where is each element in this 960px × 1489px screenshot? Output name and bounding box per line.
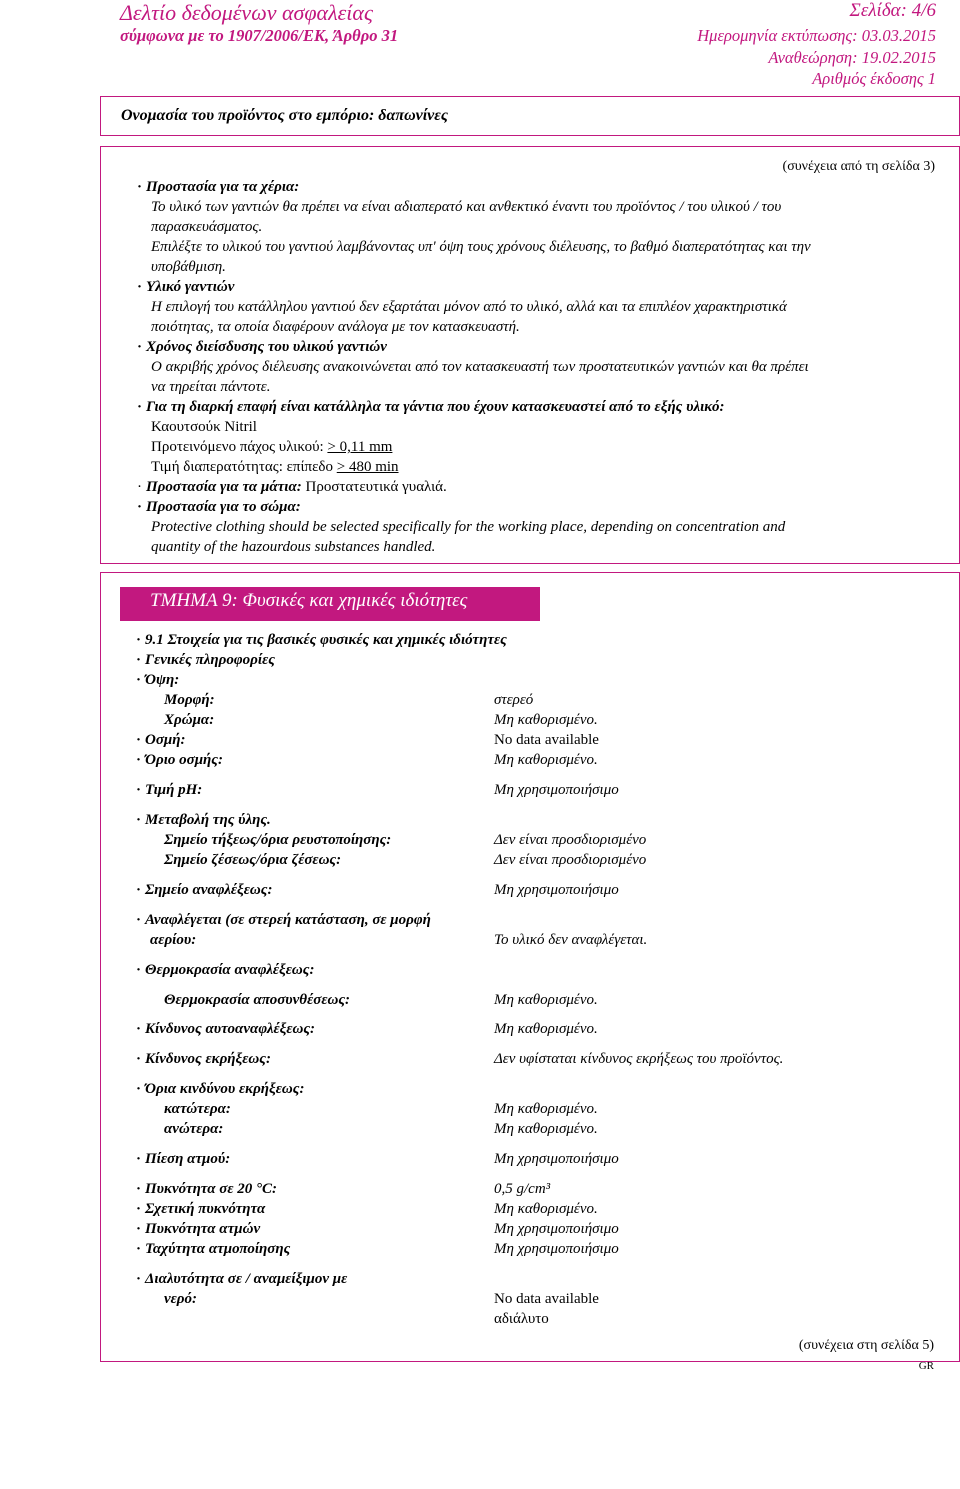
color-label: Χρώμα: bbox=[164, 712, 215, 728]
document-title: Δελτίο δεδομένων ασφαλείας bbox=[120, 0, 373, 25]
relative-density-value: Μη καθορισμένο. bbox=[494, 1201, 598, 1217]
self-ignition-value: Μη καθορισμένο. bbox=[494, 1021, 598, 1037]
hand-text-2: παρασκευάσματος. bbox=[151, 219, 263, 235]
melting-point-value: Δεν είναι προσδιορισμένο bbox=[494, 832, 647, 848]
glove-material-label: · Υλικό γαντιών bbox=[137, 279, 235, 295]
explosion-limits-label: · Όρια κινδύνου εκρήξεως: bbox=[136, 1081, 305, 1097]
boiling-point-label: Σημείο ζέσεως/όρια ζέσεως: bbox=[164, 852, 342, 868]
glove-material-name: Καουτσούκ Nitril bbox=[151, 419, 257, 435]
self-ignition-label: · Κίνδυνος αυτοαναφλέξεως: bbox=[136, 1021, 316, 1037]
relative-density-label: · Σχετική πυκνότητα bbox=[136, 1201, 266, 1217]
revision-date: Αναθεώρηση: 19.02.2015 bbox=[768, 48, 936, 67]
continued-from: (συνέχεια από τη σελίδα 3) bbox=[782, 159, 935, 174]
odour-label: · Οσμή: bbox=[136, 732, 186, 748]
boiling-point-value: Δεν είναι προσδιορισμένο bbox=[494, 852, 647, 868]
odour-threshold-value: Μη καθορισμένο. bbox=[494, 752, 598, 768]
page-number: Σελίδα: 4/6 bbox=[849, 0, 936, 21]
density-value: 0,5 g/cm³ bbox=[494, 1181, 551, 1197]
vapour-pressure-value: Μη χρησιμοποιήσιμο bbox=[494, 1151, 619, 1167]
appearance-label: · Όψη: bbox=[136, 672, 180, 688]
hand-text-4: υποβάθμιση. bbox=[151, 259, 226, 275]
lower-limit-value: Μη καθορισμένο. bbox=[494, 1101, 598, 1117]
body-text-2: quantity of the hazourdous substances handled. bbox=[151, 539, 436, 555]
melting-point-label: Σημείο τήξεως/όρια ρευστοποίησης: bbox=[164, 832, 392, 848]
print-date: Ημερομηνία εκτύπωσης: 03.03.2015 bbox=[697, 26, 936, 45]
ph-value: Μη χρησιμοποιήσιμο bbox=[494, 782, 619, 798]
decomposition-temperature-value: Μη καθορισμένο. bbox=[494, 992, 598, 1008]
flammability-label-2: αερίου: bbox=[150, 932, 197, 948]
solubility-value: No data available bbox=[494, 1291, 599, 1307]
body-text-1: Protective clothing should be selected specifically for the working place, depending on concentration and bbox=[151, 519, 786, 535]
hand-protection-label: · Προστασία για τα χέρια: bbox=[137, 179, 300, 195]
section-9-title: ΤΜΗΜΑ 9: Φυσικές και χημικές ιδιότητες bbox=[150, 590, 468, 611]
flammability-value: Το υλικό δεν αναφλέγεται. bbox=[494, 932, 648, 948]
long-contact-label: · Για τη διαρκή επαφή είναι κατάλληλα τα γάντια που έχουν κατασκευαστεί από το εξής υλικό: bbox=[137, 399, 725, 415]
glove-material-text-2: ποιότητας, τα οποία διαφέρουν ανάλογα με τον κατασκευαστή. bbox=[151, 319, 520, 335]
product-name: Ονομασία του προϊόντος στο εμπόριο: δαπωνίνες bbox=[121, 107, 448, 124]
upper-limit-value: Μη καθορισμένο. bbox=[494, 1121, 598, 1137]
hand-text-3: Επιλέξτε το υλικού του γαντιού λαμβάνοντας υπ' όψη τους χρόνους διέλευσης, το βαθμό διαπερατότητας και την bbox=[151, 239, 811, 255]
form-value: στερεό bbox=[494, 692, 534, 708]
explosion-hazard-value: Δεν υφίσταται κίνδυνος εκρήξεως του προϊόντος. bbox=[494, 1051, 784, 1067]
glove-material-text-1: Η επιλογή του κατάλληλου γαντιού δεν εξαρτάται μόνον από το υλικό, αλλά και τα επιπλέον χαρακτηριστικά bbox=[151, 299, 787, 315]
vapour-pressure-label: · Πίεση ατμού: bbox=[136, 1151, 231, 1167]
version-number: Αριθμός έκδοσης 1 bbox=[812, 69, 936, 88]
penetration-time-label: · Χρόνος διείσδυσης του υλικού γαντιών bbox=[137, 339, 387, 355]
penetration-text-2: να τηρείται πάντοτε. bbox=[151, 379, 271, 395]
decomposition-temperature-label: Θερμοκρασία αποσυνθέσεως: bbox=[164, 992, 351, 1008]
upper-limit-label: ανώτερα: bbox=[164, 1121, 224, 1137]
section-8-box bbox=[100, 146, 960, 564]
density-label: · Πυκνότητα σε 20 °C: bbox=[136, 1181, 278, 1197]
eye-protection-row: · Προστασία για τα μάτια: Προστατευτικά γυαλιά. bbox=[137, 479, 447, 495]
flash-point-value: Μη χρησιμοποιήσιμο bbox=[494, 882, 619, 898]
penetration-text-1: Ο ακριβής χρόνος διέλευσης ανακοινώνεται από τον κατασκευαστή των προστατευτικών γαντιών και θα πρέπει bbox=[151, 359, 809, 375]
hand-text-1: Το υλικό των γαντιών θα πρέπει να είναι αδιαπερατό και ανθεκτικό έναντι του προϊόντος / του υλικού / του bbox=[151, 199, 782, 215]
flash-point-label: · Σημείο αναφλέξεως: bbox=[136, 882, 273, 898]
lower-limit-label: κατώτερα: bbox=[164, 1101, 231, 1117]
solubility-label-2: νερό: bbox=[164, 1291, 198, 1307]
color-value: Μη καθορισμένο. bbox=[494, 712, 598, 728]
ignition-temperature-label: · Θερμοκρασία αναφλέξεως: bbox=[136, 962, 315, 978]
vapour-density-label: · Πυκνότητα ατμών bbox=[136, 1221, 261, 1237]
state-change-label: · Μεταβολή της ύλης. bbox=[136, 812, 271, 828]
language-code: GR bbox=[918, 1360, 934, 1372]
form-label: Μορφή: bbox=[164, 692, 215, 708]
subsection-9-1-title: · 9.1 Στοιχεία για τις βασικές φυσικές και χημικές ιδιότητες bbox=[136, 632, 507, 648]
odour-value: No data available bbox=[494, 732, 599, 748]
regulation-subtitle: σύμφωνα με το 1907/2006/ΕΚ, Άρθρο 31 bbox=[120, 26, 399, 45]
evaporation-rate-label: · Ταχύτητα ατμοποίησης bbox=[136, 1241, 291, 1257]
product-name-box bbox=[100, 96, 960, 136]
evaporation-rate-value: Μη χρησιμοποιήσιμο bbox=[494, 1241, 619, 1257]
continued-to: (συνέχεια στη σελίδα 5) bbox=[798, 1338, 934, 1353]
flammability-label-1: · Αναφλέγεται (σε στερεή κατάσταση, σε μορφή bbox=[136, 912, 431, 928]
solubility-label-1: · Διαλυτότητα σε / αναμείξιμον με bbox=[136, 1271, 348, 1287]
explosion-hazard-label: · Κίνδυνος εκρήξεως: bbox=[136, 1051, 271, 1067]
general-info-label: · Γενικές πληροφορίες bbox=[136, 652, 275, 668]
odour-threshold-label: · Όριο οσμής: bbox=[136, 752, 223, 768]
vapour-density-value: Μη χρησιμοποιήσιμο bbox=[494, 1221, 619, 1237]
body-protection-label: · Προστασία για το σώμα: bbox=[137, 499, 301, 515]
permeation-row: Τιμή διαπερατότητας: επίπεδο > 480 min bbox=[151, 459, 399, 475]
ph-label: · Τιμή pH: bbox=[136, 782, 203, 798]
thickness-row: Προτεινόμενο πάχος υλικού: > 0,11 mm bbox=[151, 439, 393, 455]
solubility-note: αδιάλυτο bbox=[494, 1311, 549, 1327]
